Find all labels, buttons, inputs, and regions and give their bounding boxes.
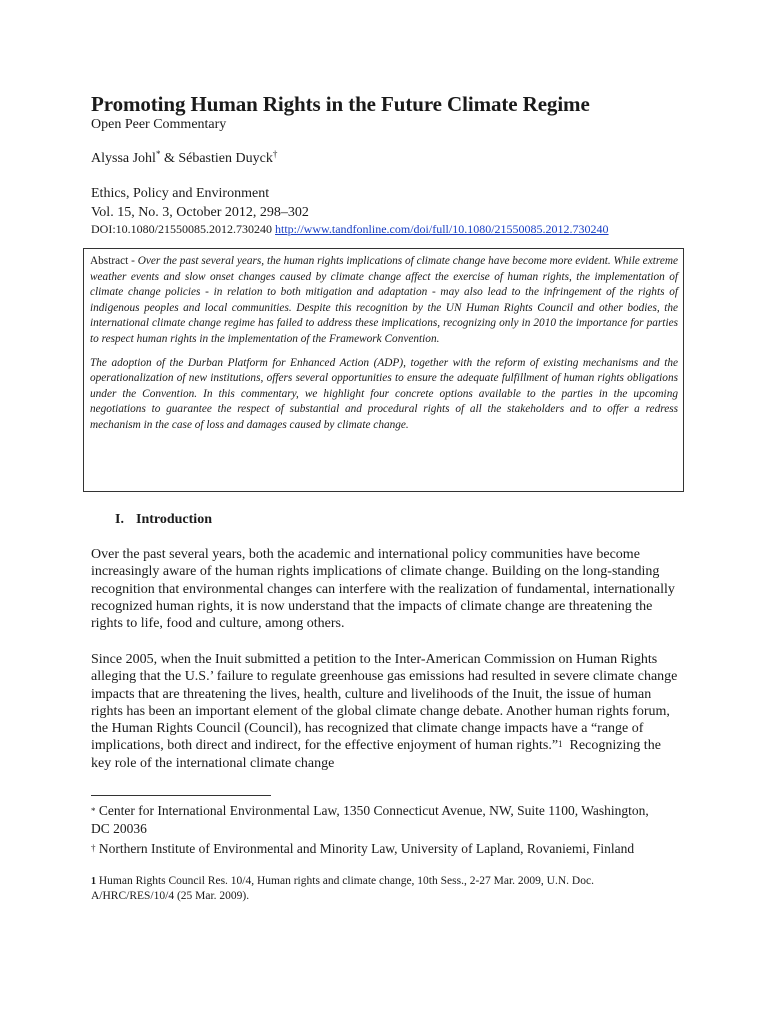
paper-subtitle: Open Peer Commentary <box>91 117 227 132</box>
footnote-reference[interactable]: 1 <box>558 739 563 750</box>
abstract-box <box>83 248 684 492</box>
body-paragraph <box>91 651 679 772</box>
abstract-label: Abstract - <box>90 255 138 267</box>
section-title: Introduction <box>136 512 212 527</box>
footnote-mark: † <box>91 843 96 853</box>
volume-info: Vol. 15, No. 3, October 2012, 298–302 <box>91 205 309 220</box>
journal-name: Ethics, Policy and Environment <box>91 186 270 201</box>
author-name: Alyssa Johl <box>91 151 156 166</box>
footnote-text: Center for International Environmental Law, 1350 Connecticut Avenue, NW, Suite 1100, Washington, DC 20036 <box>91 803 649 836</box>
abstract-text: Over the past several years, the human rights implications of climate change have become more evident. While extreme weather events and slow onset changes caused by climate change affect the exercise of human rights, the implementation of climate change policies - in relation to both mitigation and adaptation - may also lead to the infringement of the rights of indigenous peoples and local communities. Despite this recognition by the UN Human Rights Council and other bodies, the international climate change regime has failed to address these implications, recognizing only in 2010 the importance for parties to respect human rights in the implementation of the Framework Convention. <box>90 255 679 345</box>
author-line <box>91 151 277 167</box>
doi-line <box>91 222 609 237</box>
author-separator: & <box>160 151 179 166</box>
footnote <box>91 840 651 857</box>
section-heading <box>115 512 212 528</box>
paper-title: Promoting Human Rights in the Future Climate Regime <box>91 92 590 116</box>
footnote <box>91 874 651 904</box>
footnote-text: Northern Institute of Environmental and Minority Law, University of Lapland, Rovaniemi, Finland <box>95 841 635 856</box>
body-paragraph: Over the past several years, both the academic and international policy communities have become increasingly aware of the human rights implications of climate change. Building on the long-standing recognition that environmental changes can interfere with the realization of fundamental, internationally recognized human rights, it is now understand that the impacts of climate change are threatening the rights to life, food and culture, among others. <box>91 547 675 632</box>
footnote-mark: * <box>91 806 96 816</box>
footnote-text: Human Rights Council Res. 10/4, Human rights and climate change, 10th Sess., 2-27 Mar. 2009, U.N. Doc. A/HRC/RES/10/4 (25 Mar. 2009). <box>91 875 594 902</box>
author-name: Sébastien Duyck <box>178 151 273 166</box>
author-affiliation-mark: † <box>272 149 278 159</box>
section-number: I. <box>115 512 124 527</box>
body-text: Recognizing the key role of the international climate change <box>91 738 665 771</box>
body-text: Since 2005, when the Inuit submitted a petition to the Inter-American Commission on Human Rights alleging that the U.S.’ failure to regulate greenhouse gas emissions had resulted in severe climate change impacts that are threatening the lives, health, culture and livelihoods of the Inuit, the issue of human rights has been an important element of the global climate change debate. Another human rights forum, the Human Rights Council (Council), has recognized that climate change impacts have a “range of implications, both direct and indirect, for the effective enjoyment of human rights.” <box>91 652 678 754</box>
abstract-paragraph: The adoption of the Durban Platform for Enhanced Action (ADP), together with the reform of existing mechanisms and the operationalization of new institutions, offers several opportunities to ensure the adequate fulfillment of human rights obligations under the Convention. In this commentary, we highlight four concrete options available to the parties in the upcoming negotiations to guarantee the respect of substantial and procedural rights of all the stakeholders and to offer a redress mechanism in the case of loss and damages caused by climate change. <box>90 356 678 431</box>
footnote <box>91 802 651 838</box>
author-affiliation-mark: * <box>155 149 161 159</box>
doi-text: DOI:10.1080/21550085.2012.730240 <box>91 222 272 236</box>
doi-link[interactable]: http://www.tandfonline.com/doi/full/10.1080/21550085.2012.730240 <box>275 222 609 236</box>
footnote-divider <box>91 795 271 796</box>
footnote-mark: 1 <box>91 876 96 887</box>
abstract-paragraph <box>90 254 678 348</box>
